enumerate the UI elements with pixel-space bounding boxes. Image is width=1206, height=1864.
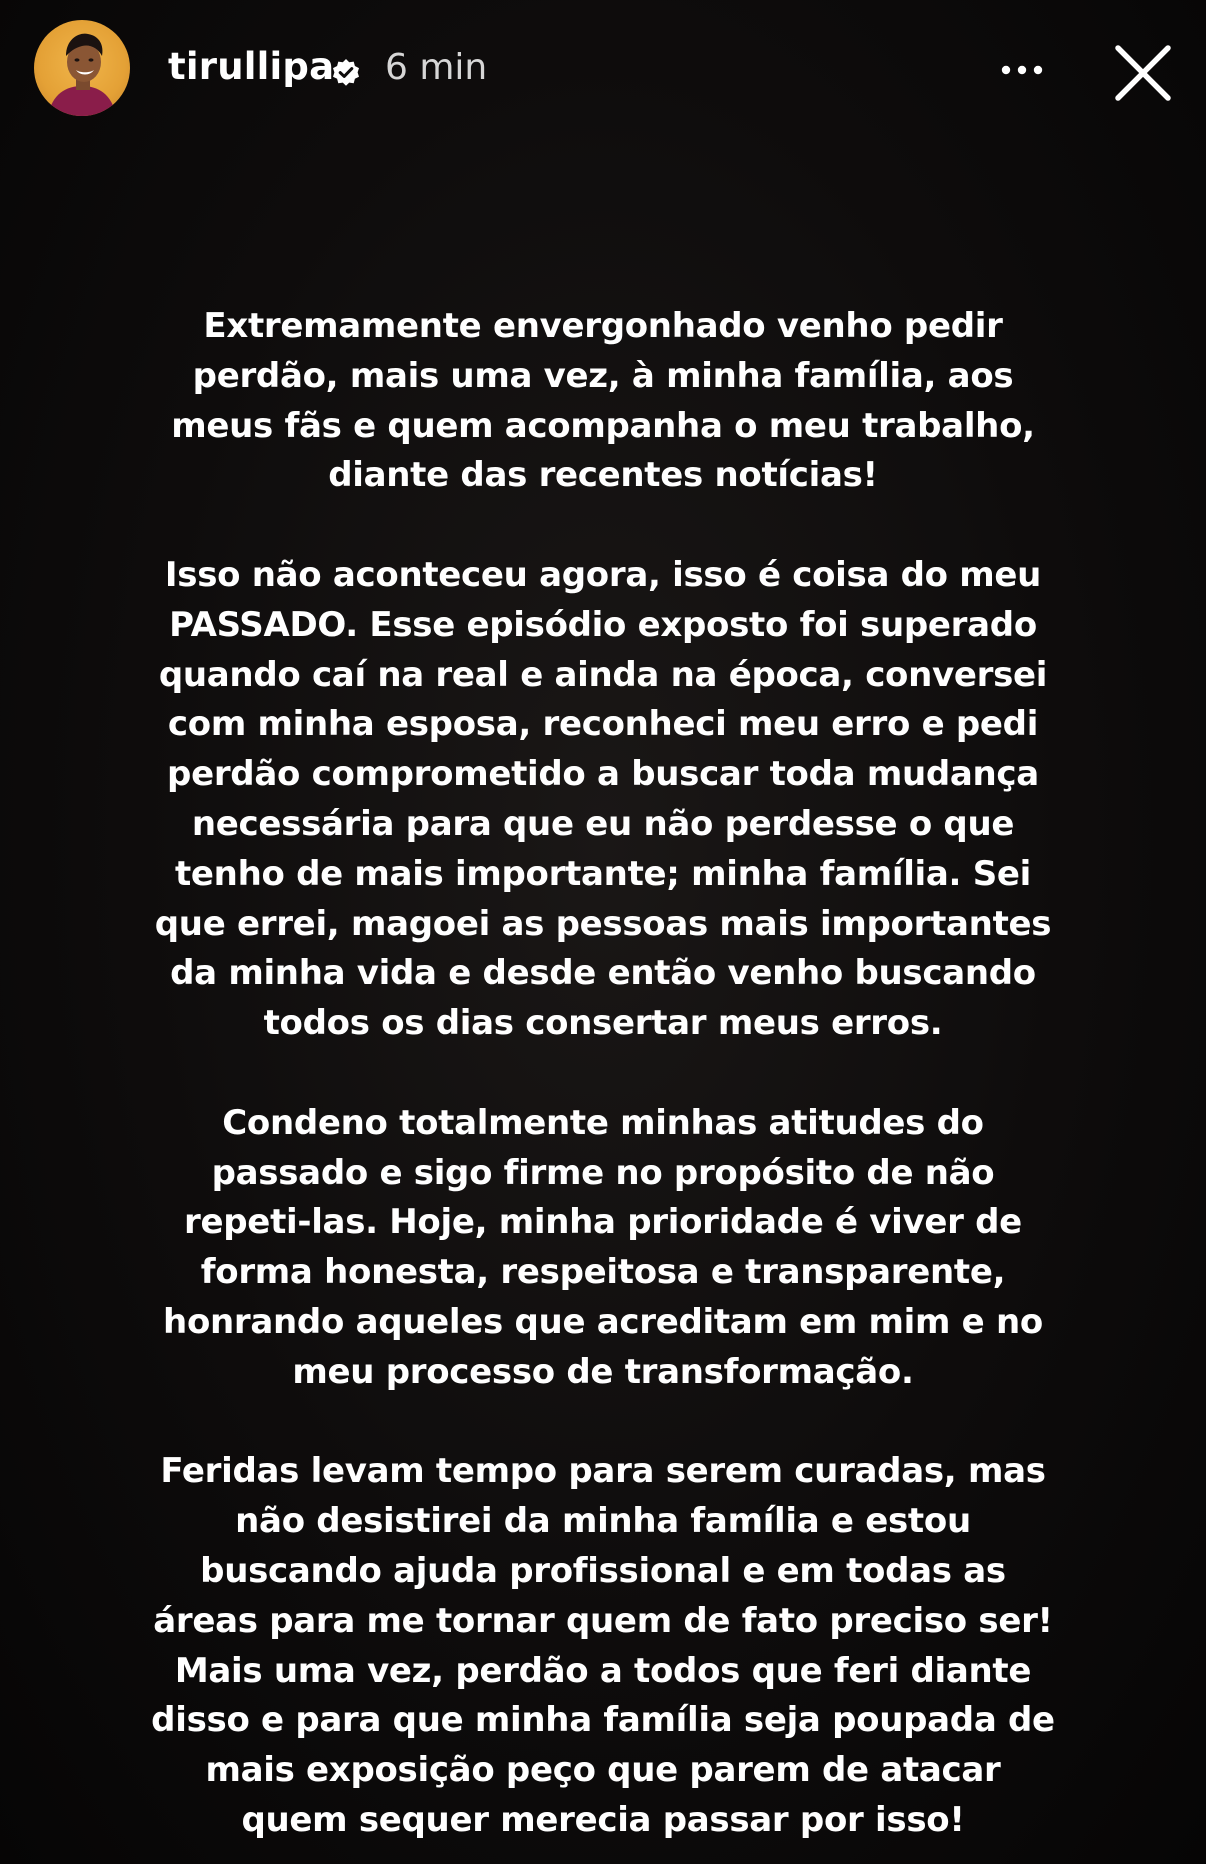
story-text-line: meu processo de transformação. <box>292 1351 914 1392</box>
story-text-line: Condeno totalmente minhas atitudes do <box>222 1102 984 1143</box>
story-text-line: Feridas levam tempo para serem curadas, mas <box>160 1451 1046 1492</box>
story-text-line: perdão comprometido a buscar toda mudança <box>167 754 1039 795</box>
story-text-line: buscando ajuda profissional e em todas as <box>200 1550 1006 1591</box>
more-horizontal-icon <box>996 48 1056 88</box>
story-header <box>0 0 1206 150</box>
story-text-line: passado e sigo firme no propósito de não <box>211 1152 995 1193</box>
story-paragraph <box>90 1099 1116 1398</box>
story-text-line: não desistirei da minha família e estou <box>235 1501 971 1542</box>
post-time: 6 min <box>385 47 488 88</box>
story-text-line: da minha vida e desde então venho buscando <box>170 953 1036 994</box>
story-text-line: áreas para me tornar quem de fato preciso ser! <box>153 1600 1053 1641</box>
story-text-line: perdão, mais uma vez, à minha família, aos <box>192 355 1014 396</box>
story-text-line: Extremamente envergonhado venho pedir <box>203 306 1003 346</box>
story-text-line: Isso não aconteceu agora, isso é coisa do meu <box>164 554 1042 595</box>
story-text-line: forma honesta, respeitosa e transparente, <box>200 1252 1006 1293</box>
story-text-line: Mais uma vez, perdão a todos que feri diante <box>174 1650 1032 1691</box>
story-paragraph <box>90 302 1116 501</box>
more-options-button[interactable] <box>996 48 1056 88</box>
verified-badge-icon <box>331 58 361 88</box>
story-text-line: com minha esposa, reconheci meu erro e pedi <box>167 704 1039 745</box>
story-text-line: que errei, magoei as pessoas mais importantes <box>154 903 1052 944</box>
profile-avatar-icon <box>34 20 130 116</box>
story-text-line: necessária para que eu não perdesse o que <box>191 803 1015 844</box>
story-text-line: mais exposição peço que parem de atacar <box>205 1750 1001 1791</box>
story-text-line: honrando aqueles que acreditam em mim e no <box>163 1301 1043 1342</box>
story-text-line: todos os dias consertar meus erros. <box>263 1003 943 1044</box>
story-text-line: tenho de mais importante; minha família. Sei <box>174 853 1032 894</box>
story-text-line: PASSADO. Esse episódio exposto foi superado <box>169 604 1037 645</box>
close-icon <box>1110 40 1176 106</box>
story-paragraph <box>90 1447 1116 1845</box>
username[interactable]: tirullipa <box>168 45 335 88</box>
close-button[interactable] <box>1110 40 1176 106</box>
story-text <box>90 302 1116 1846</box>
story-text-line: diante das recentes notícias! <box>328 455 878 496</box>
story-text-line: quem sequer merecia passar por isso! <box>241 1799 965 1840</box>
story-text-line: quando caí na real e ainda na época, conversei <box>158 654 1048 695</box>
avatar[interactable] <box>34 20 130 116</box>
story-text-line: disso e para que minha família seja poupada de <box>151 1700 1055 1741</box>
story-text-line: repeti-las. Hoje, minha prioridade é viver de <box>184 1202 1022 1243</box>
story-paragraph <box>90 551 1116 1049</box>
story-text-line: meus fãs e quem acompanha o meu trabalho, <box>171 405 1035 446</box>
